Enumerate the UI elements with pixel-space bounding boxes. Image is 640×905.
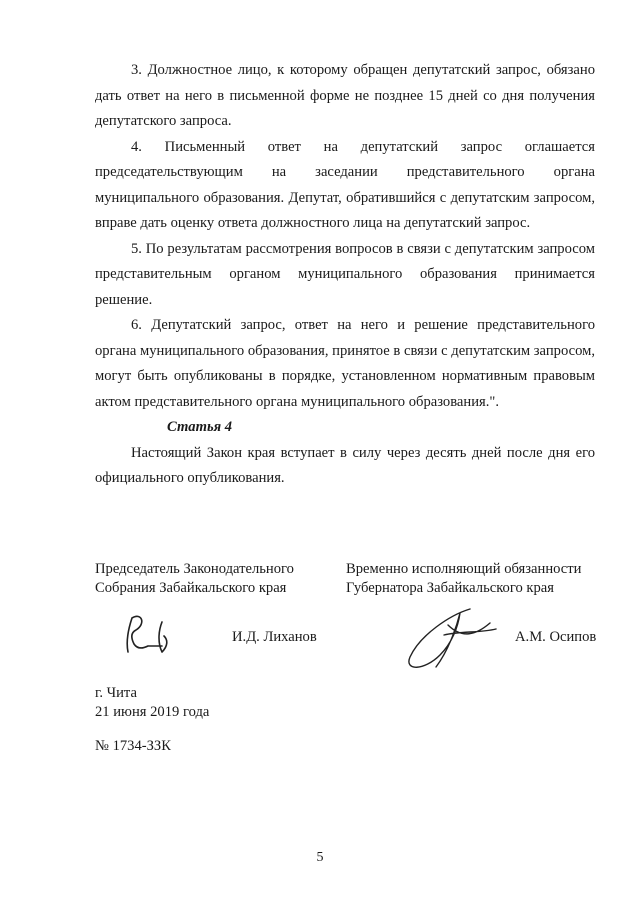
signatory-left-line2: Собрания Забайкальского края: [95, 580, 287, 596]
signature-right-image: [400, 605, 500, 675]
signature-left-image: [118, 610, 178, 660]
paragraph-4: 4. Письменный ответ на депутатский запрос оглашается председательствующим на заседании представительного органа муниципального образования. Депутат, обратившийся с депутатским запросом, вправе дать оценку ответа должностного лица на депутатский запрос.: [95, 138, 595, 231]
date: 21 июня 2019 года: [95, 704, 210, 720]
signatory-left-line1: Председатель Законодательного: [95, 561, 294, 577]
article-title: Статья 4: [167, 419, 233, 435]
law-number: № 1734-ЗЗК: [95, 738, 171, 754]
paragraph-3: 3. Должностное лицо, к которому обращен депутатский запрос, обязано дать ответ на него в письменной форме не позднее 15 дней со дня получения депутатского запроса.: [95, 62, 595, 129]
paragraph-6: 6. Депутатский запрос, ответ на него и решение представительного органа муниципального образования, принятое в связи с депутатским запросом, могут быть опубликованы в порядке, установленном нормативным правовым актом представительного органа муниципального образования.".: [95, 317, 595, 410]
signatory-right-title: [346, 560, 581, 598]
signatory-right-line2: Губернатора Забайкальского края: [346, 580, 554, 596]
place: г. Чита: [95, 685, 137, 701]
signatory-left-title: [95, 560, 294, 598]
signatory-left-name: И.Д. Лиханов: [232, 629, 317, 645]
article-text: Настоящий Закон края вступает в силу через десять дней после дня его официального опубликования.: [95, 444, 595, 486]
paragraph-5: 5. По результатам рассмотрения вопросов в связи с депутатским запросом представительным органом муниципального образования принимается решение.: [95, 240, 595, 308]
place-and-date: [95, 684, 209, 722]
signatory-right-line1: Временно исполняющий обязанности: [346, 561, 582, 577]
signatory-right-name: А.М. Осипов: [515, 629, 597, 645]
law-body: [95, 58, 595, 492]
page-number: 5: [316, 850, 324, 865]
